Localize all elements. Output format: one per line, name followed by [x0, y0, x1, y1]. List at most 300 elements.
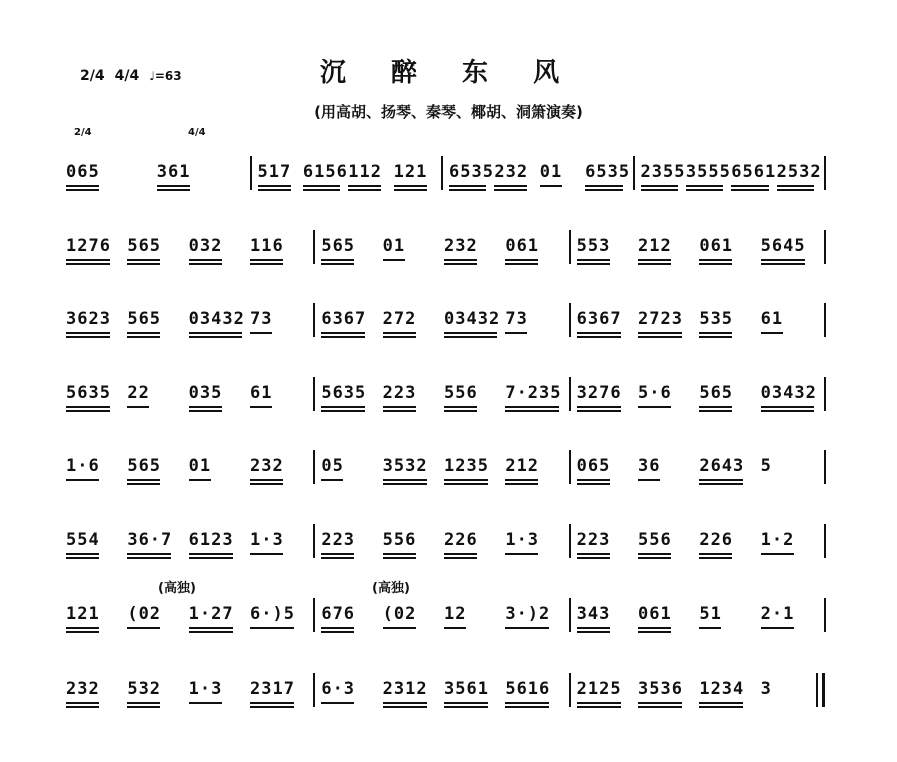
beam-line	[66, 332, 110, 334]
beam-line	[189, 479, 211, 481]
beam-line	[444, 259, 477, 261]
beam-line	[777, 185, 814, 187]
beam-line-double	[66, 631, 99, 633]
beam-line-double	[127, 263, 160, 265]
beam-line	[505, 259, 538, 261]
small-time-signature-2: 4/4	[188, 127, 206, 138]
note-group: 1276	[66, 236, 111, 256]
subtitle: (用高胡、扬琴、秦琴、椰胡、洞箫演奏)	[314, 103, 583, 121]
score-row	[60, 309, 837, 349]
beam-line-double	[699, 410, 732, 412]
note-group: 2125	[576, 679, 622, 699]
beam-line-double	[348, 189, 381, 191]
beam-line-double	[577, 483, 610, 485]
note-group: 212	[505, 456, 540, 476]
beam-line	[449, 185, 486, 187]
beam-line	[127, 627, 160, 629]
beam-line-double	[444, 263, 477, 265]
bar-line	[569, 673, 571, 707]
note-group: 035	[188, 383, 223, 403]
note-group: 03432	[760, 383, 817, 403]
note-group: 223	[576, 530, 611, 550]
beam-line	[127, 553, 171, 555]
beam-line-double	[777, 189, 814, 191]
note-group: 01	[539, 162, 563, 182]
beam-line-double	[638, 706, 682, 708]
beam-line-double	[585, 189, 622, 191]
note-group: 2355	[640, 162, 686, 182]
score-row	[60, 236, 837, 276]
beam-line-double	[577, 631, 610, 633]
beam-line	[577, 702, 621, 704]
note-group: 3	[760, 679, 772, 699]
bar-line	[313, 230, 315, 264]
note-group: 061	[699, 236, 734, 256]
bar-line	[569, 524, 571, 558]
note-group: 6·)5	[250, 604, 295, 624]
note-group: 1·27	[188, 604, 234, 624]
note-group: 565	[699, 383, 734, 403]
beam-line	[686, 185, 723, 187]
note-group: 532	[127, 679, 162, 699]
score-row	[60, 679, 837, 719]
beam-line	[505, 627, 549, 629]
note-group: 6367	[321, 309, 367, 329]
note-group: 3532	[382, 456, 428, 476]
beam-line	[157, 185, 190, 187]
beam-line	[383, 259, 405, 261]
score-row	[60, 383, 837, 423]
beam-line	[577, 406, 621, 408]
beam-line-double	[321, 410, 365, 412]
beam-line-double	[189, 410, 222, 412]
note-group: 065	[66, 162, 100, 182]
meter-and-tempo	[80, 68, 182, 84]
beam-line-double	[383, 483, 427, 485]
beam-line	[699, 479, 743, 481]
note-group: 3·)2	[505, 604, 551, 624]
note-group: 556	[382, 530, 417, 550]
solo-mark-1: (高独)	[158, 581, 196, 596]
note-group: 121	[393, 162, 428, 182]
note-group: 1·3	[188, 679, 223, 699]
beam-line-double	[321, 336, 365, 338]
beam-line	[321, 479, 343, 481]
note-group: 2·1	[760, 604, 795, 624]
note-group: 554	[66, 530, 100, 550]
note-group: 6561	[731, 162, 777, 182]
tempo-mark: ♩=63	[149, 69, 182, 83]
beam-line-double	[157, 189, 190, 191]
beam-line	[394, 185, 427, 187]
note-group: 6367	[576, 309, 622, 329]
beam-line-double	[731, 189, 768, 191]
note-group: 12	[444, 604, 467, 624]
beam-line	[189, 406, 222, 408]
beam-line-double	[66, 557, 99, 559]
beam-line	[303, 185, 340, 187]
note-group: 36	[638, 456, 661, 476]
beam-line	[444, 332, 497, 334]
beam-line	[383, 627, 416, 629]
note-group: 676	[321, 604, 356, 624]
final-bar-thin	[816, 673, 818, 707]
beam-line-double	[494, 189, 527, 191]
beam-line-double	[127, 483, 160, 485]
note-group: 061	[505, 236, 540, 256]
bar-line	[313, 303, 315, 337]
note-group: 2532	[776, 162, 822, 182]
beam-line-double	[761, 263, 805, 265]
beam-line	[638, 627, 671, 629]
beam-line	[761, 259, 805, 261]
beam-line-double	[577, 336, 621, 338]
note-group: 223	[382, 383, 417, 403]
beam-line	[66, 479, 99, 481]
note-group: 22	[127, 383, 150, 403]
bar-line	[824, 156, 826, 190]
beam-line	[577, 553, 610, 555]
beam-line	[250, 332, 272, 334]
note-group: 5645	[760, 236, 806, 256]
beam-line-double	[321, 557, 354, 559]
note-group: 565	[127, 456, 162, 476]
note-group: 556	[638, 530, 672, 550]
note-group: 1235	[444, 456, 489, 476]
note-group: 03432	[188, 309, 245, 329]
beam-line	[383, 479, 427, 481]
beam-line	[321, 406, 365, 408]
bar-line	[569, 303, 571, 337]
bar-line	[824, 598, 826, 632]
beam-line	[540, 185, 562, 187]
beam-line	[699, 259, 732, 261]
beam-line-double	[444, 483, 488, 485]
score-row	[60, 530, 837, 570]
note-group: 556	[444, 383, 478, 403]
time-signature-1: 2/4	[80, 68, 105, 84]
beam-line	[321, 627, 354, 629]
beam-line	[699, 332, 732, 334]
note-group: 01	[382, 236, 406, 256]
note-group: 1·3	[250, 530, 284, 550]
note-group: 61	[250, 383, 273, 403]
bar-line	[824, 377, 826, 411]
bar-line	[569, 377, 571, 411]
score-row	[60, 456, 837, 496]
beam-line-double	[321, 631, 354, 633]
beam-line-double	[638, 557, 671, 559]
note-group: 553	[576, 236, 611, 256]
beam-line	[383, 332, 416, 334]
beam-line	[577, 479, 610, 481]
note-group: 223	[321, 530, 356, 550]
beam-line-double	[189, 336, 242, 338]
bar-line	[633, 156, 635, 190]
note-group: 116	[250, 236, 284, 256]
beam-line-double	[641, 189, 678, 191]
beam-line	[699, 627, 721, 629]
note-group: 6535	[449, 162, 494, 182]
note-group: 5616	[505, 679, 551, 699]
beam-line	[444, 702, 488, 704]
note-group: 3536	[638, 679, 683, 699]
bar-line	[824, 450, 826, 484]
beam-line-double	[449, 189, 486, 191]
beam-line-double	[638, 263, 671, 265]
note-group: 6123	[188, 530, 234, 550]
beam-line	[505, 479, 538, 481]
note-group: 232	[494, 162, 529, 182]
note-group: 226	[444, 530, 478, 550]
note-group: 565	[127, 309, 162, 329]
beam-line	[189, 332, 242, 334]
note-group: 73	[250, 309, 273, 329]
beam-line-double	[258, 189, 291, 191]
beam-line	[321, 332, 365, 334]
beam-line	[444, 627, 466, 629]
beam-line	[761, 553, 794, 555]
note-group: 3623	[66, 309, 111, 329]
beam-line-double	[699, 336, 732, 338]
note-group: 343	[576, 604, 611, 624]
note-group: 121	[66, 604, 100, 624]
beam-line	[250, 479, 283, 481]
note-group: 01	[188, 456, 212, 476]
note-group: 535	[699, 309, 734, 329]
beam-line	[348, 185, 381, 187]
beam-line	[444, 406, 477, 408]
beam-line-double	[577, 557, 610, 559]
beam-line	[189, 627, 233, 629]
beam-line	[383, 702, 427, 704]
note-group: 5635	[66, 383, 111, 403]
beam-line	[321, 259, 354, 261]
beam-line	[505, 406, 558, 408]
beam-line-double	[577, 410, 621, 412]
beam-line-double	[699, 263, 732, 265]
bar-line	[824, 303, 826, 337]
beam-line	[250, 627, 294, 629]
note-group: 05	[321, 456, 344, 476]
page-title: 沉 醉 东 风	[319, 58, 578, 88]
note-group: 1·3	[505, 530, 540, 550]
note-group: 1·6	[66, 456, 100, 476]
note-group: (02	[127, 604, 162, 624]
beam-line	[444, 553, 477, 555]
beam-line-double	[444, 336, 497, 338]
beam-line-double	[505, 483, 538, 485]
beam-line	[577, 332, 621, 334]
final-bar-thick	[822, 673, 825, 707]
beam-line	[321, 553, 354, 555]
beam-line-double	[189, 263, 222, 265]
bar-line	[313, 524, 315, 558]
beam-line	[638, 553, 671, 555]
note-group: 232	[444, 236, 478, 256]
beam-line-double	[321, 263, 354, 265]
note-group: (02	[382, 604, 417, 624]
beam-line-double	[66, 410, 110, 412]
bar-line	[824, 524, 826, 558]
beam-line	[641, 185, 678, 187]
beam-line-double	[444, 706, 488, 708]
beam-line	[505, 702, 549, 704]
note-group: 061	[638, 604, 672, 624]
beam-line	[505, 553, 538, 555]
beam-line	[699, 702, 743, 704]
beam-line	[127, 479, 160, 481]
bar-line	[569, 450, 571, 484]
note-group: 361	[156, 162, 191, 182]
beam-line	[638, 332, 682, 334]
note-group: 6535	[585, 162, 631, 182]
beam-line	[761, 627, 794, 629]
score-row	[60, 604, 837, 644]
beam-line	[189, 259, 222, 261]
note-group: 5635	[321, 383, 367, 403]
beam-line-double	[127, 557, 171, 559]
beam-line	[761, 332, 783, 334]
note-group: 2723	[638, 309, 683, 329]
beam-line	[66, 406, 110, 408]
bar-line	[250, 156, 252, 190]
beam-line-double	[383, 557, 416, 559]
beam-line-double	[189, 631, 233, 633]
beam-line-double	[394, 189, 427, 191]
beam-line-double	[303, 189, 340, 191]
beam-line	[127, 332, 160, 334]
beam-line	[127, 406, 149, 408]
note-group: 3555	[685, 162, 731, 182]
beam-line-double	[66, 263, 110, 265]
beam-line-double	[250, 483, 283, 485]
note-group: 51	[699, 604, 722, 624]
beam-line-double	[383, 410, 416, 412]
beam-line	[66, 185, 99, 187]
beam-line	[127, 259, 160, 261]
beam-line	[66, 627, 99, 629]
beam-line	[638, 702, 682, 704]
beam-line	[494, 185, 527, 187]
bar-line	[824, 230, 826, 264]
bar-line	[313, 450, 315, 484]
note-group: 112	[348, 162, 382, 182]
bar-line	[313, 673, 315, 707]
beam-line	[699, 406, 732, 408]
beam-line	[638, 479, 660, 481]
note-group: 6156	[302, 162, 348, 182]
beam-line-double	[127, 706, 160, 708]
beam-line-double	[505, 410, 558, 412]
beam-line	[66, 259, 110, 261]
note-group: 6·3	[321, 679, 356, 699]
bar-line	[441, 156, 443, 190]
beam-line	[638, 406, 671, 408]
beam-line-double	[383, 336, 416, 338]
beam-line-double	[699, 557, 732, 559]
note-group: 73	[505, 309, 528, 329]
note-group: 065	[576, 456, 611, 476]
beam-line	[66, 702, 99, 704]
note-group: 7·235	[505, 383, 562, 403]
beam-line	[577, 627, 610, 629]
time-signature-2: 4/4	[114, 68, 140, 84]
beam-line	[189, 553, 233, 555]
beam-line-double	[444, 557, 477, 559]
note-group: 272	[382, 309, 417, 329]
beam-line-double	[250, 706, 294, 708]
beam-line-double	[638, 336, 682, 338]
beam-line	[66, 553, 99, 555]
small-time-signature-1: 2/4	[74, 127, 92, 138]
bar-line	[569, 230, 571, 264]
beam-line-double	[505, 263, 538, 265]
note-group: 565	[127, 236, 162, 256]
beam-line	[383, 553, 416, 555]
beam-line	[250, 702, 294, 704]
beam-line-double	[250, 263, 283, 265]
beam-line-double	[189, 557, 233, 559]
beam-line-double	[577, 706, 621, 708]
beam-line	[127, 702, 160, 704]
note-group: 226	[699, 530, 734, 550]
note-group: 212	[638, 236, 672, 256]
beam-line	[699, 553, 732, 555]
note-group: 36·7	[127, 530, 173, 550]
note-group: 03432	[444, 309, 501, 329]
bar-line	[569, 598, 571, 632]
beam-line-double	[686, 189, 723, 191]
beam-line-double	[699, 483, 743, 485]
beam-line	[505, 332, 527, 334]
bar-line	[313, 598, 315, 632]
beam-line-double	[127, 336, 160, 338]
beam-line	[321, 702, 354, 704]
beam-line-double	[66, 706, 99, 708]
note-group: 5·6	[638, 383, 672, 403]
bar-line	[313, 377, 315, 411]
beam-line-double	[505, 706, 549, 708]
beam-line-double	[577, 263, 610, 265]
beam-line	[638, 259, 671, 261]
beam-line	[585, 185, 622, 187]
solo-mark-2: (高独)	[372, 581, 410, 596]
note-group: 1·2	[760, 530, 795, 550]
beam-line	[250, 553, 283, 555]
score-row	[60, 162, 837, 202]
beam-line	[250, 259, 283, 261]
beam-line-double	[638, 631, 671, 633]
beam-line-double	[444, 410, 477, 412]
beam-line-double	[66, 189, 99, 191]
note-group: 232	[250, 456, 284, 476]
note-group: 232	[66, 679, 100, 699]
beam-line	[383, 406, 416, 408]
note-group: 61	[760, 309, 784, 329]
note-group: 2312	[382, 679, 428, 699]
beam-line	[250, 406, 272, 408]
beam-line	[761, 406, 814, 408]
note-group: 565	[321, 236, 356, 256]
note-group: 032	[188, 236, 223, 256]
note-group: 5	[760, 456, 772, 476]
beam-line-double	[761, 410, 814, 412]
note-group: 3276	[576, 383, 622, 403]
beam-line-double	[383, 706, 427, 708]
note-group: 1234	[699, 679, 745, 699]
beam-line-double	[699, 706, 743, 708]
